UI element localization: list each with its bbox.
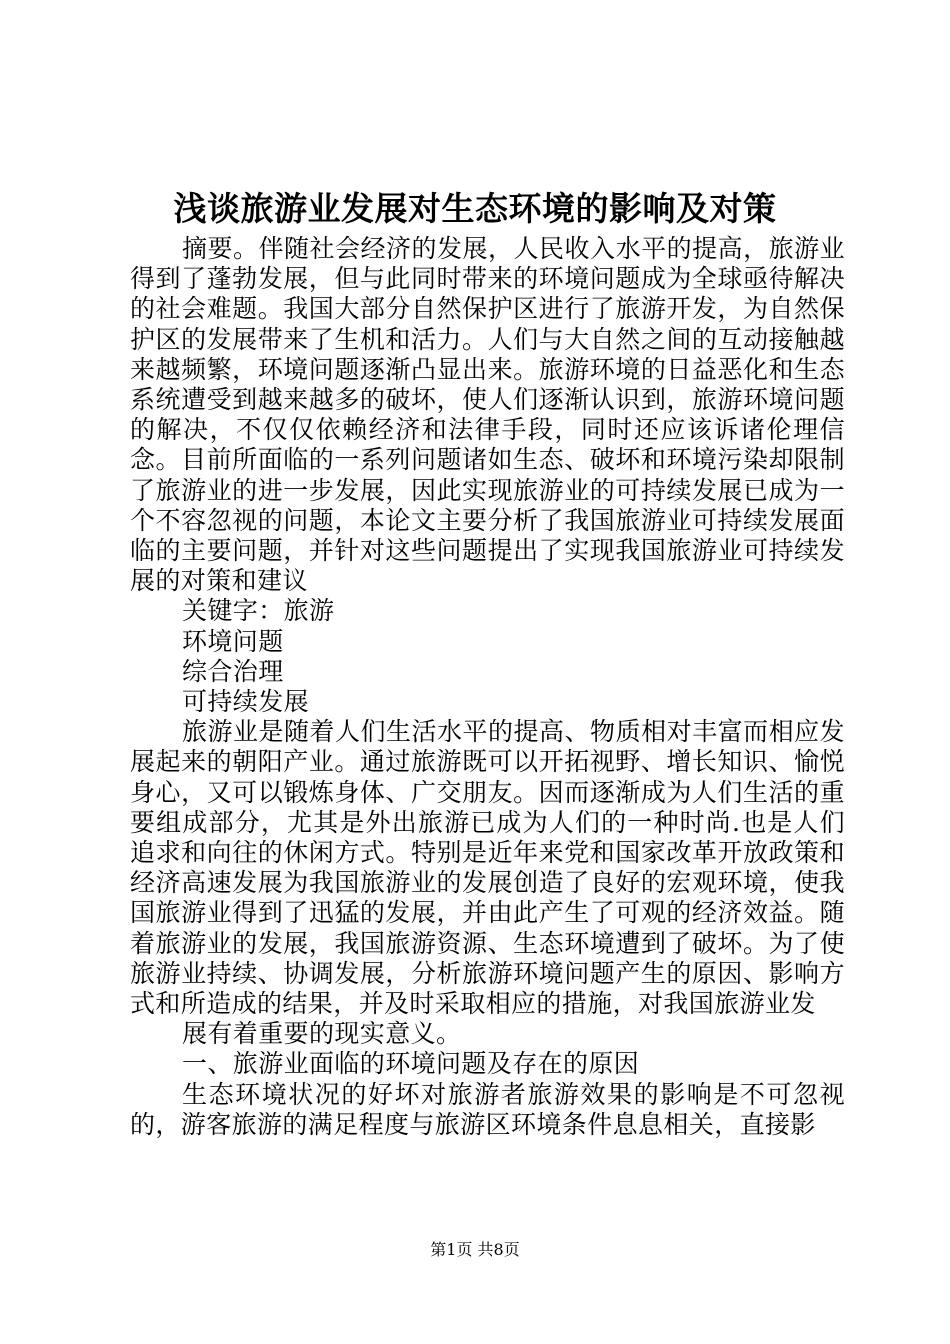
intro-paragraph: 旅游业是随着人们生活水平的提高、物质相对丰富而相应发展起来的朝阳产业。通过旅游既可以开拓视野、增长知识、愉悦身心，又可以锻炼身体、广交朋友。因而逐渐成为人们生活的重要组成部分，尤其是外出旅游已成为人们的一种时尚.也是人们追求和向往的休闲方式。特别是近年来党和国家改革开放政策和经济高速发展为我国旅游业的发展创造了良好的宏观环境，使我国旅游业得到了迅猛的发展，并由此产生了可观的经济效益。随着旅游业的发展，我国旅游资源、生态环境遭到了破坏。为了使旅游业持续、协调发展，分析旅游环境问题产生的原因、影响方式和所造成的结果，并及时采取相应的措施，对我国旅游业发	[130, 717, 845, 1019]
section-paragraph: 生态环境状况的好坏对旅游者旅游效果的影响是不可忽视的，游客旅游的满足程度与旅游区环境条件息息相关，直接影	[130, 1079, 845, 1139]
keyword-item: 环境问题	[182, 626, 284, 656]
keyword-item: 可持续发展	[182, 687, 310, 717]
document-title: 浅谈旅游业发展对生态环境的影响及对策	[173, 189, 777, 228]
intro-continuation: 展有着重要的现实意义。	[182, 1019, 462, 1049]
abstract-paragraph: 摘要。伴随社会经济的发展，人民收入水平的提高，旅游业得到了蓬勃发展，但与此同时带来的环境问题成为全球亟待解决的社会难题。我国大部分自然保护区进行了旅游开发，为自然保护区的发展带来了生机和活力。人们与大自然之间的互动接触越来越频繁，环境问题逐渐凸显出来。旅游环境的日益恶化和生态系统遭受到越来越多的破坏，使人们逐渐认识到，旅游环境问题的解决，不仅仅依赖经济和法律手段，同时还应该诉诸伦理信念。目前所面临的一系列问题诸如生态、破坏和环境污染却限制了旅游业的进一步发展，因此实现旅游业的可持续发展已成为一个不容忽视的问题，本论文主要分析了我国旅游业可持续发展面临的主要问题，并针对这些问题提出了实现我国旅游业可持续发展的对策和建议	[130, 234, 845, 596]
page-footer: 第1页 共8页	[430, 1240, 520, 1259]
section-heading: 一、旅游业面临的环境问题及存在的原因	[182, 1049, 640, 1079]
keywords-line: 关键字：旅游	[182, 596, 335, 626]
document-body	[130, 234, 845, 1140]
keyword-item: 综合治理	[182, 656, 284, 686]
